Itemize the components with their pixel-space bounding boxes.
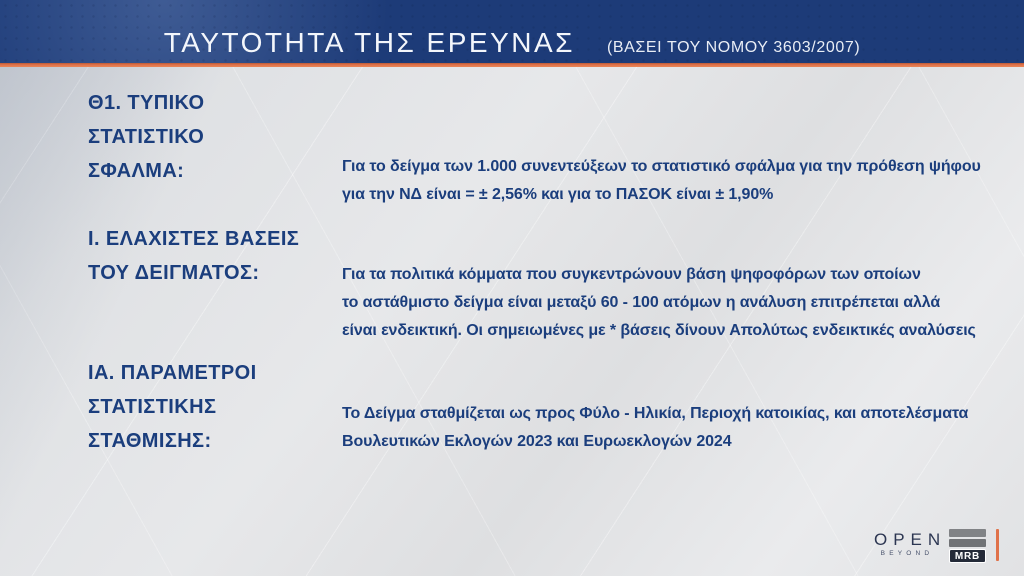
mrb-logo-bar-top	[949, 529, 986, 537]
label-line: Θ1. ΤΥΠΙΚΟ	[88, 92, 205, 114]
label-line: ΣΤΑΤΙΣΤΙΚΟ	[88, 126, 205, 148]
label-line: ΣΦΑΛΜΑ:	[88, 160, 185, 182]
body-line: είναι ενδεικτική. Οι σημειωμένες με * βάσεις δίνουν Απολύτως ενδεικτικές αναλύσεις	[342, 322, 976, 339]
header-bar	[0, 0, 1024, 64]
section-label-typical-error	[88, 86, 204, 188]
section-label-weighting-parameters	[88, 356, 257, 458]
body-line: Βουλευτικών Εκλογών 2023 και Ευρωεκλογών 2024	[342, 433, 732, 450]
label-line: ΣΤΑΤΙΣΤΙΚΗΣ	[88, 396, 217, 418]
open-channel-logo	[874, 530, 947, 557]
open-logo-tagline: BEYOND	[880, 550, 934, 557]
section-label-minimum-bases	[88, 222, 299, 290]
label-line: ΤΟΥ ΔΕΙΓΜΑΤΟΣ:	[88, 262, 260, 284]
label-line: ΙΑ. ΠΑΡΑΜΕΤΡΟΙ	[88, 362, 257, 384]
body-line: το αστάθμιστο δείγμα είναι μεταξύ 60 - 100 ατόμων η ανάλυση επιτρέπεται αλλά	[342, 294, 941, 311]
mrb-agency-logo	[949, 529, 986, 563]
label-line: ΣΤΑΘΜΙΣΗΣ:	[88, 430, 212, 452]
page-title: ΤΑΥΤΟΤΗΤΑ ΤΗΣ ΕΡΕΥΝΑΣ	[163, 27, 575, 58]
orange-accent-tick	[996, 529, 999, 561]
body-line: Το Δείγμα σταθμίζεται ως προς Φύλο - Ηλικία, Περιοχή κατοικίας, και αποτελέσματα	[342, 405, 969, 422]
open-logo-wordmark: OPEN	[874, 530, 947, 549]
body-line: Για τα πολιτικά κόμματα που συγκεντρώνουν βάση ψηφοφόρων των οποίων	[342, 266, 921, 283]
body-line: Για το δείγμα των 1.000 συνεντεύξεων το στατιστικό σφάλμα για την πρόθεση ψήφου	[342, 158, 981, 175]
mrb-logo-wordmark: MRB	[949, 549, 986, 563]
header-inner	[0, 0, 1024, 64]
section-body-typical-error	[342, 153, 981, 209]
law-reference-note: (ΒΑΣΕΙ ΤΟΥ ΝΟΜΟΥ 3603/2007)	[606, 39, 861, 56]
body-line: για την ΝΔ είναι = ± 2,56% και για το ΠΑΣΟΚ είναι ± 1,90%	[342, 186, 774, 203]
label-line: Ι. ΕΛΑΧΙΣΤΕΣ ΒΑΣΕΙΣ	[88, 228, 300, 250]
section-body-weighting-parameters	[342, 400, 968, 456]
content-panel	[0, 67, 1024, 576]
section-body-minimum-bases	[342, 261, 976, 345]
mrb-logo-bar-middle	[949, 539, 986, 547]
